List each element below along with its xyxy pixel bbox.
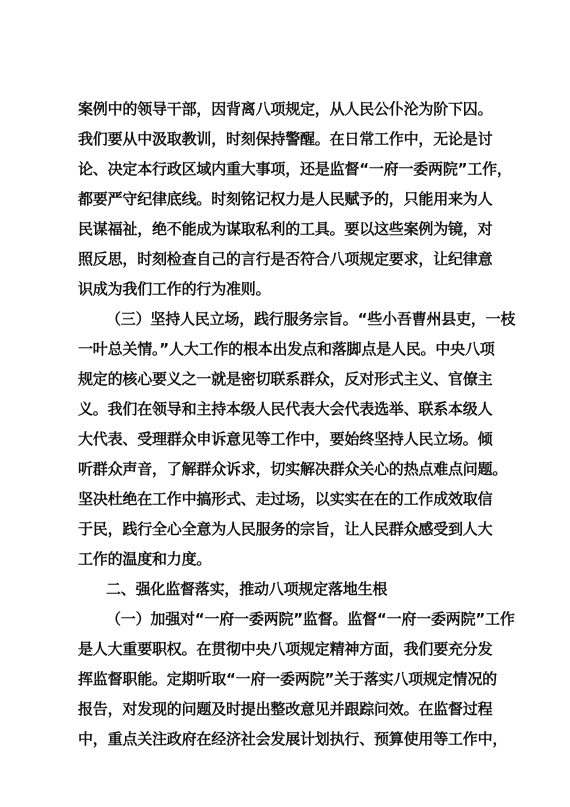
text-line: 识成为我们工作的行为准则。 <box>78 280 271 298</box>
text-line: 听群众声音，了解群众诉求，切实解决群众关心的热点难点问题。 <box>78 460 508 478</box>
text-line: 规定的核心要义之一就是密切联系群众，反对形式主义、官僚主 <box>78 370 493 388</box>
text-line: 挥监督职能。定期听取“一府一委两院”关于落实八项规定情况的 <box>78 670 497 688</box>
text-line: 报告，对发现的问题及时提出整改意见并跟踪问效。在监督过程 <box>78 700 493 718</box>
section-heading: 二、强化监督落实，推动八项规定落地生根 <box>106 580 388 598</box>
paragraph-start-line: （三）坚持人民立场，践行服务宗旨。“些小吾曹州县吏，一枝 <box>106 310 516 328</box>
text-line: 我们要从中汲取教训，时刻保持警醒。在日常工作中，无论是讨 <box>78 130 493 148</box>
text-line: 工作的温度和力度。 <box>78 550 212 568</box>
text-line: 大代表、受理群众申诉意见等工作中，要始终坚持人民立场。倾 <box>78 430 493 448</box>
text-line: 都要严守纪律底线。时刻铭记权力是人民赋予的，只能用来为人 <box>78 190 493 208</box>
text-line: 民谋福祉，绝不能成为谋取私利的工具。要以这些案例为镜，对 <box>78 220 493 238</box>
text-line: 是人大重要职权。在贯彻中央八项规定精神方面，我们要充分发 <box>78 640 493 658</box>
text-line: 坚决杜绝在工作中搞形式、走过场，以实实在在的工作成效取信 <box>78 490 493 508</box>
text-line: 照反思，时刻检查自己的言行是否符合八项规定要求，让纪律意 <box>78 250 493 268</box>
text-line: 一叶总关情。”人大工作的根本出发点和落脚点是人民。中央八项 <box>78 340 495 358</box>
paragraph-start-line: （一）加强对“一府一委两院”监督。监督“一府一委两院”工作 <box>106 610 515 628</box>
text-line: 案例中的领导干部，因背离八项规定，从人民公仆沦为阶下囚。 <box>78 100 493 118</box>
text-line: 论、决定本行政区域内重大事项，还是监督“一府一委两院”工作， <box>78 160 512 178</box>
document-body <box>78 94 516 754</box>
text-line: 义。我们在领导和主持本级人民代表大会代表选举、联系本级人 <box>78 400 493 418</box>
text-line: 于民，践行全心全意为人民服务的宗旨，让人民群众感受到人大 <box>78 520 493 538</box>
text-line: 中，重点关注政府在经济社会发展计划执行、预算使用等工作中， <box>78 730 508 748</box>
